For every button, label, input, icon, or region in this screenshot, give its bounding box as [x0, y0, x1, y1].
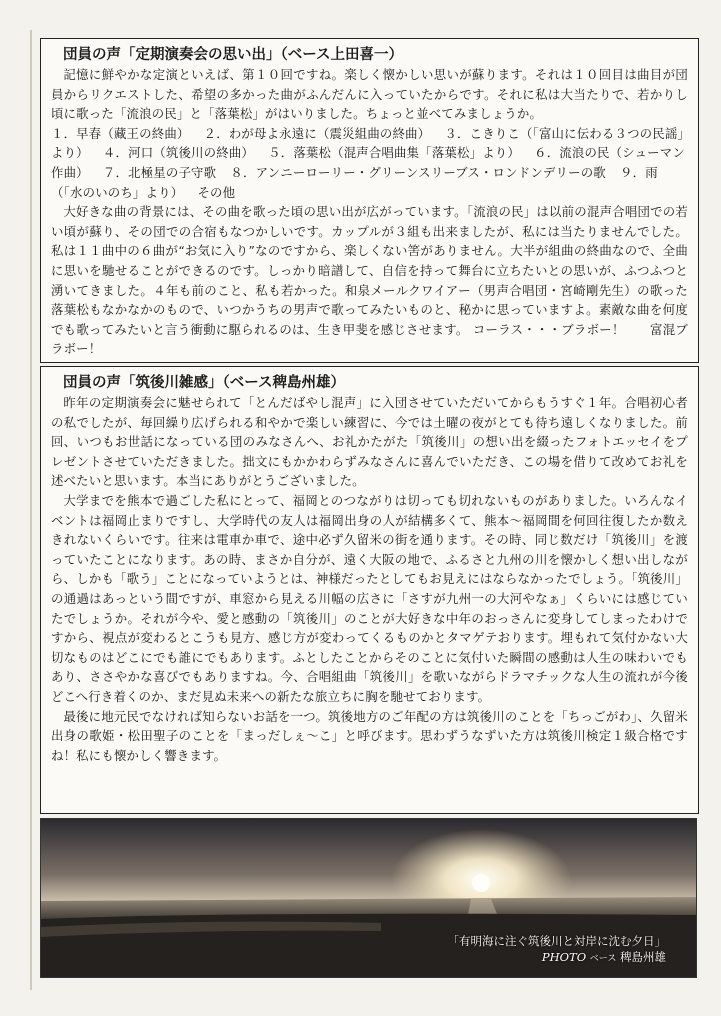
song-item: ３．こきりこ（「富山に伝わる３つの民謡」より） — [51, 125, 684, 161]
page-edge — [30, 30, 32, 990]
sunset-photo — [40, 818, 697, 978]
photo-credit-part: ベース — [589, 954, 617, 964]
song-item: ２．わが母よ永遠に（震災組曲の終曲） — [203, 125, 431, 141]
article-box-chikugo-river-thoughts — [40, 366, 699, 814]
article-heading: 団員の声「筑後川雑感」（ベース稗島州雄） — [63, 375, 346, 391]
song-list — [51, 124, 698, 202]
song-item: ５．落葉松（混声合唱曲集「落葉松」より） — [268, 145, 520, 161]
photo-credit-label: PHOTO — [541, 950, 587, 964]
song-item: その他 — [197, 184, 236, 200]
article-heading: 団員の声「定期演奏会の思い出」（ベース上田喜一） — [63, 47, 404, 63]
article-paragraph: 昨年の定期演奏会に魅せられて「とんだばやし混声」に入団させていただいてからもうすぐ１年。合唱初心者の私でしたが、毎回繰り広げられる和やかで楽しい練習に、今では土曜の夜がとても待ち遠しくなりました。前回、いつもお世話になっている団のみなさんへ、お礼かたがた「筑後川」の想い出を綴ったフォトエッセイをプレゼントさせていただきました。拙文にもかかわらずみなさんに喜んでいただき、この場を借りて改めてお礼を述べたいと思います。本当にありがとうございました。 — [51, 395, 688, 489]
photo-credit — [448, 949, 667, 967]
song-item: ８．アンニーローリー・グリーンスリーブス・ロンドンデリーの歌 — [230, 164, 606, 180]
photo-credit-name: 稗島州雄 — [620, 950, 666, 964]
article-paragraph: 大学までを熊本で過ごした私にとって、福岡とのつながりは切っても切れないものがありました。いろんなイベントは福岡止まりですし、大学時代の友人は福岡出身の人が結構多くて、熊本〜福岡間を何回往復したか数えきれないくらいです。往来は電車か車で、途中必ず久留米の街を通ります。その時、同じ数だけ「筑後川」を渡っていたことになります。あの時、まさか自分が、遠く大阪の地で、ふるさと九州の川を懐かしく想い出しながら、しかも「歌う」ことになっていようとは、神様だったとしてもお見えにはならなかったでしょう。「筑後川」の通過はあっという間ですが、車窓から見える川幅の広さに「さすが九州一の大河やなぁ」くらいには感じていたでしょうか。それが今や、愛と感動の「筑後川」のことが大好きな中年のおっさんに変身してしまったわけですから、視点が変わるとこうも見方、感じ方が変わってくるものかとタマゲテおります。埋もれて気付かない大切なものはどこにでも誰にでもあります。ふとしたことからそのことに気付いた瞬間の感動は人生の味わいでもあり、ささやかな喜びでもありますね。今、合唱組曲「筑後川」を歌いながらドラマチックな人生の流れが今後どこへ行き着くのか、まだ見ぬ未来への新たな旅立ちに胸を馳せております。 — [51, 492, 688, 704]
sun — [472, 874, 490, 892]
song-item: １．早春（藏王の終曲） — [51, 125, 190, 141]
photo-caption-title: 「有明海に注ぐ筑後川と対岸に沈む夕日」 — [447, 934, 666, 948]
article-paragraph: 最後に地元民でなければ知らないお話を一つ。筑後地方のご年配の方は筑後川のことを「ちっごがわ」、久留米出身の歌姫・松田聖子のことを「まっだしぇ〜こ」と呼びます。思わずうなずいた方は筑後川検定１級合格ですね！私にも懐かしく響きます。 — [51, 708, 688, 763]
article-paragraph: 記憶に鮮やかな定演といえば、第１０回ですね。楽しく懐かしい思いが蘇ります。それは１０回目は曲目が団員からリクエストした、希望の多かった曲がふんだんに入っていたからです。それに私は大当たりで、若かりし頃に歌った「流浪の民」と「落葉松」がはいりました。ちょっと並べてみましょうか。 — [51, 67, 688, 122]
song-item: ６．流浪の民（シューマン 作曲） — [51, 145, 698, 180]
song-item: ４．河口（筑後川の終曲） — [102, 145, 255, 161]
photo-caption — [448, 933, 667, 967]
article-paragraph: 大好きな曲の背景には、その曲を歌った頃の思い出が広がっています。「流浪の民」は以前の混声合唱団での若い頃が蘇り、その団での合宿もなつかしいです。カップルが３組も出来ましたが、私には当たりませんでした。私は１１曲中の６曲が“お気に入り”なのですから、楽しくない筈がありません。大半が組曲の終曲なので、全曲に思いを馳せることができるのです。しっかり暗譜して、自信を持って舞台に立ちたいとの思いが、ふつふつと湧いてきました。４年も前のこと、私も若かった。和泉メールクワイアー（男声合唱団・宮崎剛先生）の歌った落葉松もなかなかのもので、いつかうちの男声で歌ってみたいものと、秘かに思っていますよ。素敵な曲を何度でも歌ってみたいと言う衝動に駆られるのは、生き甲斐を感じさせます。 コーラス・・・ブラボー！ 富混ブラボー！ — [51, 204, 688, 357]
article-box-regular-concert-memories — [40, 38, 699, 363]
song-item: ９．雨（「水のいのち」より） — [51, 164, 658, 200]
song-item: ７．北極星の子守歌 — [102, 164, 217, 180]
